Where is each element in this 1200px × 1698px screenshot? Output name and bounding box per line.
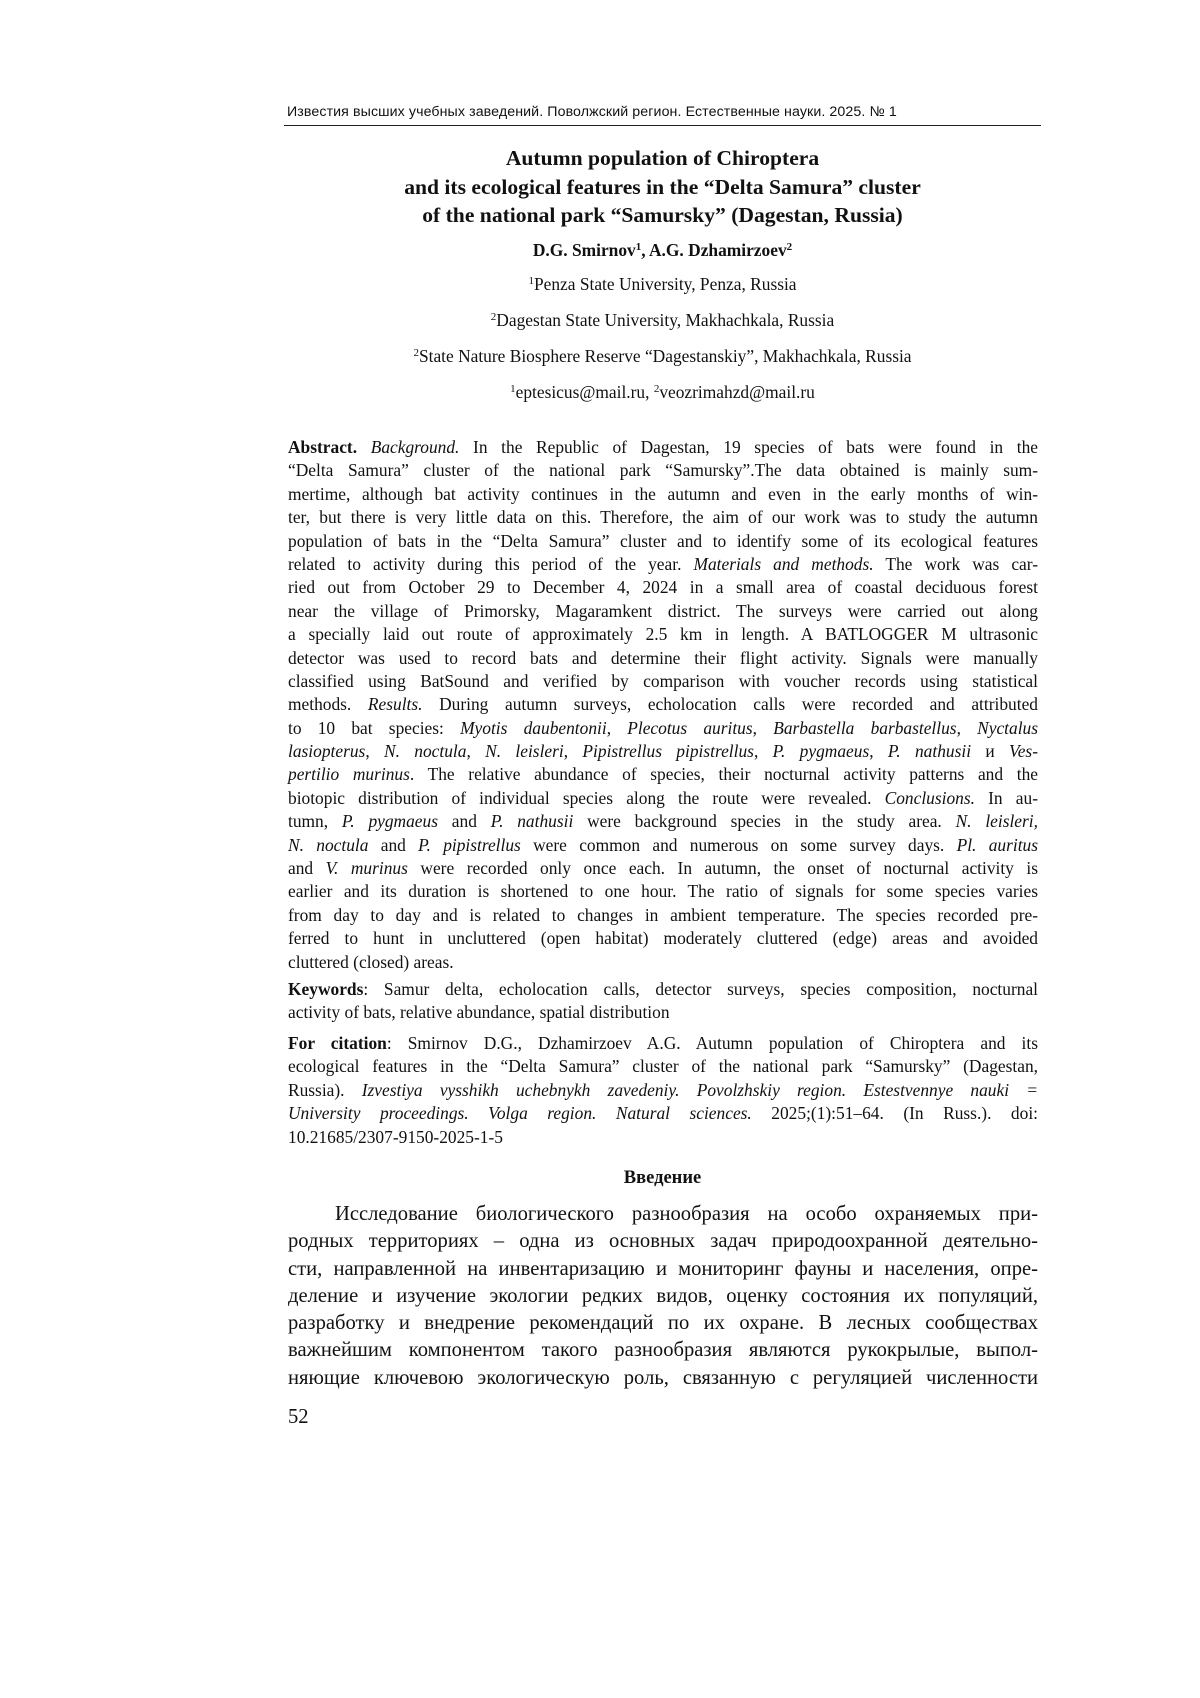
affiliation-text: Dagestan State University, Makhachkala, Russia <box>496 310 835 330</box>
text-line <box>288 927 1038 950</box>
text-segment: , <box>466 741 486 762</box>
keywords <box>288 978 1038 1025</box>
text-segment: from day to day and is related to changes in ambient temperature. The species recorded pre- <box>288 904 1038 925</box>
text-segment: and <box>437 811 491 832</box>
italic-text: lasiopterus <box>288 741 366 762</box>
article-title <box>284 144 1041 230</box>
text-line <box>288 1310 1038 1337</box>
italic-text: P. nathusii <box>490 811 574 832</box>
text-segment: деление и изучение экологии редких видов, оценку состояния их популяций, <box>288 1284 1038 1307</box>
text-line <box>288 576 1038 599</box>
text-segment: were recorded only once each. In autumn, the onset of nocturnal activity is <box>407 858 1038 879</box>
text-line <box>288 506 1038 529</box>
text-line <box>288 904 1038 927</box>
text-line <box>288 834 1038 857</box>
text-line <box>288 600 1038 623</box>
text-line <box>288 483 1038 506</box>
text-line <box>288 951 1038 974</box>
text-segment <box>357 437 371 457</box>
email-address: veozrimahzd@mail.ru <box>659 382 815 402</box>
italic-text: Izvestiya vysshikh uchebnykh zavedeniy. Povolzhskiy region. Estestvennye nauki = <box>361 1079 1038 1100</box>
text-line <box>288 1079 1038 1102</box>
affiliation-text: State Nature Biosphere Reserve “Dagestanskiy”, Makhachkala, Russia <box>418 346 912 366</box>
italic-text: V. murinus <box>325 858 408 879</box>
title-line: Autumn population of Chiroptera <box>505 146 820 170</box>
text-line <box>288 623 1038 646</box>
italic-text: P. pygmaeus <box>772 741 870 762</box>
italic-text: Barbastella barbastellus <box>773 717 957 738</box>
author-name: A.G. Dzhamirzoev <box>649 240 787 260</box>
header-divider <box>284 125 1041 126</box>
email-superscript: 2 <box>653 383 660 395</box>
text-segment: , <box>753 741 773 762</box>
affiliation-text: Penza State University, Penza, Russia <box>533 274 797 294</box>
text-segment: near the village of Primorsky, Magaramkent district. The surveys were carried out along <box>288 600 1038 621</box>
author-superscript: 2 <box>786 241 793 253</box>
text-line <box>288 1365 1038 1392</box>
email-address: eptesicus@mail.ru, <box>515 382 654 402</box>
text-segment: related to activity during this period of the year. <box>288 553 694 574</box>
italic-text: N. noctula <box>384 741 467 762</box>
text-line <box>288 978 1038 1001</box>
text-segment: were common and numerous on some survey days. <box>520 834 957 855</box>
text-segment: In the Republic of Dagestan, 19 species of bats were found in the <box>459 437 1038 457</box>
text-segment: mertime, although bat activity continues in the autumn and even in the early months of win- <box>288 483 1038 504</box>
author-separator: , <box>641 240 649 260</box>
text-segment: activity of bats, relative abundance, spatial distribution <box>288 1002 670 1023</box>
text-line <box>288 1055 1038 1078</box>
citation <box>288 1032 1038 1149</box>
text-segment: detector was used to record bats and determine their flight activity. Signals were manually <box>288 647 1038 668</box>
text-segment: earlier and its duration is shortened to one hour. The ratio of signals for some species varies <box>288 881 1038 902</box>
title-line: of the national park “Samursky” (Dagestan, Russia) <box>422 203 903 227</box>
text-segment: tumn, <box>288 811 342 832</box>
text-segment: 2025;(1):51–64. (In Russ.). doi: <box>751 1103 1038 1124</box>
page-number: 52 <box>288 1406 309 1428</box>
italic-text: University proceedings. Volga region. Natural sciences. <box>288 1103 752 1124</box>
section-heading: Введение <box>623 1168 702 1188</box>
affiliation <box>284 344 1041 368</box>
text-segment: : Smirnov D.G., Dzhamirzoev A.G. Autumn population of Chiroptera and its <box>386 1033 1038 1053</box>
text-segment: : Samur delta, echolocation calls, detector surveys, species composition, nocturnal <box>363 979 1038 999</box>
text-segment: and <box>368 834 419 855</box>
text-line <box>288 530 1038 553</box>
italic-text: Pipistrellus pipistrellus <box>582 741 754 762</box>
italic-text: Nyctalus <box>977 717 1038 738</box>
bold-label: For citation <box>288 1033 387 1053</box>
italic-text: N. leisleri, <box>955 811 1038 832</box>
title-line: and its ecological features in the “Delta Samura” cluster <box>404 174 921 199</box>
bold-label: Keywords <box>288 979 364 999</box>
text-segment: ecological features in the “Delta Samura” cluster of the national park “Samursky” (Dagestan, <box>288 1056 1038 1077</box>
affiliation-superscript: 2 <box>490 311 497 323</box>
text-line <box>288 1256 1038 1283</box>
text-segment: , <box>365 741 384 762</box>
italic-text: Conclusions. <box>884 787 975 808</box>
affiliation <box>284 308 1041 332</box>
text-line <box>288 880 1038 903</box>
text-line <box>288 1228 1038 1255</box>
italic-text: P. nathusii <box>887 741 972 762</box>
abstract <box>288 436 1038 974</box>
text-segment: , <box>869 741 888 762</box>
author-superscript: 1 <box>635 241 642 253</box>
text-segment: a specially laid out route of approximately 2.5 km in length. A BATLOGGER M ultrasonic <box>288 624 1038 645</box>
text-line <box>288 1102 1038 1125</box>
text-segment: During autumn surveys, echolocation calls were recorded and attributed <box>422 694 1038 715</box>
text-line <box>288 740 1038 763</box>
italic-text: Ves- <box>1009 741 1038 762</box>
italic-text: pertilio murinus <box>288 764 410 785</box>
text-segment: population of bats in the “Delta Samura” cluster and to identify some of its ecological features <box>288 530 1038 551</box>
text-segment: ferred to hunt in uncluttered (open habitat) moderately cluttered (edge) areas and avoided <box>288 928 1038 949</box>
author-list <box>284 238 1041 262</box>
text-segment: methods. <box>288 694 368 715</box>
body-paragraph <box>288 1201 1038 1392</box>
text-line <box>288 436 1038 459</box>
text-segment: , <box>752 717 774 738</box>
italic-text: P. pygmaeus <box>341 811 438 832</box>
text-line <box>288 810 1038 833</box>
text-segment: were background species in the study area. <box>573 811 956 832</box>
bold-label: Abstract. <box>288 437 358 457</box>
text-line <box>288 1126 1038 1149</box>
text-line <box>288 670 1038 693</box>
text-line <box>288 717 1038 740</box>
text-segment: 10.21685/2307-9150-2025-1-5 <box>288 1126 503 1147</box>
text-line <box>288 857 1038 880</box>
text-segment: Исследование биологического разнообразия на особо охраняемых при- <box>335 1203 1038 1225</box>
text-segment: The work was car- <box>873 553 1039 574</box>
text-segment: сти, направленной на инвентаризацию и мониторинг фауны и населения, опре- <box>288 1257 1038 1280</box>
affiliation <box>284 272 1041 296</box>
italic-text: Materials and methods. <box>693 553 874 574</box>
running-header: Известия высших учебных заведений. Поволжский регион. Естественные науки. 2025. № 1 <box>287 104 897 120</box>
italic-text: Pl. auritus <box>956 834 1038 855</box>
author-name: D.G. Smirnov <box>532 240 636 260</box>
text-line <box>288 553 1038 576</box>
affiliation-superscript: 1 <box>528 275 534 287</box>
text-line <box>288 763 1038 786</box>
italic-text: Myotis daubentonii <box>460 717 607 738</box>
text-segment: cluttered (closed) areas. <box>288 951 454 972</box>
text-segment: , <box>563 741 583 762</box>
email-superscript: 1 <box>510 383 516 395</box>
italic-text: Background. <box>370 437 460 457</box>
text-line <box>288 1283 1038 1310</box>
text-segment: “Delta Samura” cluster of the national park “Samursky”.The data obtained is mainly sum- <box>288 460 1038 481</box>
text-line <box>288 787 1038 810</box>
text-line <box>288 1001 1038 1024</box>
text-segment: classified using BatSound and verified by comparison with voucher records using statistical <box>288 670 1038 691</box>
italic-text: N. leisleri <box>485 741 564 762</box>
text-segment: biotopic distribution of individual species along the route were revealed. <box>288 787 885 808</box>
italic-text: Results. <box>367 694 423 715</box>
text-segment: , <box>956 717 978 738</box>
text-line <box>288 1201 1038 1228</box>
text-segment: Russia). <box>288 1079 362 1100</box>
text-line <box>288 647 1038 670</box>
italic-text: P. pipistrellus <box>418 834 521 855</box>
text-line <box>288 693 1038 716</box>
text-line <box>288 459 1038 482</box>
text-segment: ter, but there is very little data on this. Therefore, the aim of our work was to study the autumn <box>288 507 1038 528</box>
text-segment: няющие ключевою экологическую роль, связанную с регуляцией численности <box>288 1366 1038 1389</box>
italic-text: Plecotus auritus <box>627 717 753 738</box>
italic-text: N. noctula <box>288 834 369 855</box>
author-emails <box>284 380 1041 404</box>
text-segment: , <box>606 717 628 738</box>
text-segment: родных территориях – одна из основных задач природоохранной деятельно- <box>288 1230 1038 1253</box>
text-line <box>288 1032 1038 1055</box>
text-segment: . The relative abundance of species, their nocturnal activity patterns and the <box>409 764 1038 785</box>
text-segment: to 10 bat species: <box>288 717 461 738</box>
text-segment: ried out from October 29 to December 4, 2024 in a small area of coastal deciduous forest <box>288 577 1038 598</box>
affiliation-superscript: 2 <box>413 347 419 359</box>
text-segment: and <box>288 858 326 879</box>
text-segment: и <box>971 741 1010 762</box>
text-line <box>288 1337 1038 1364</box>
text-segment: In au- <box>974 787 1038 808</box>
text-segment: важнейшим компонентом такого разнообразия являются рукокрылые, выпол- <box>288 1339 1038 1362</box>
text-segment: разработку и внедрение рекомендаций по их охране. В лесных сообществах <box>288 1312 1038 1335</box>
